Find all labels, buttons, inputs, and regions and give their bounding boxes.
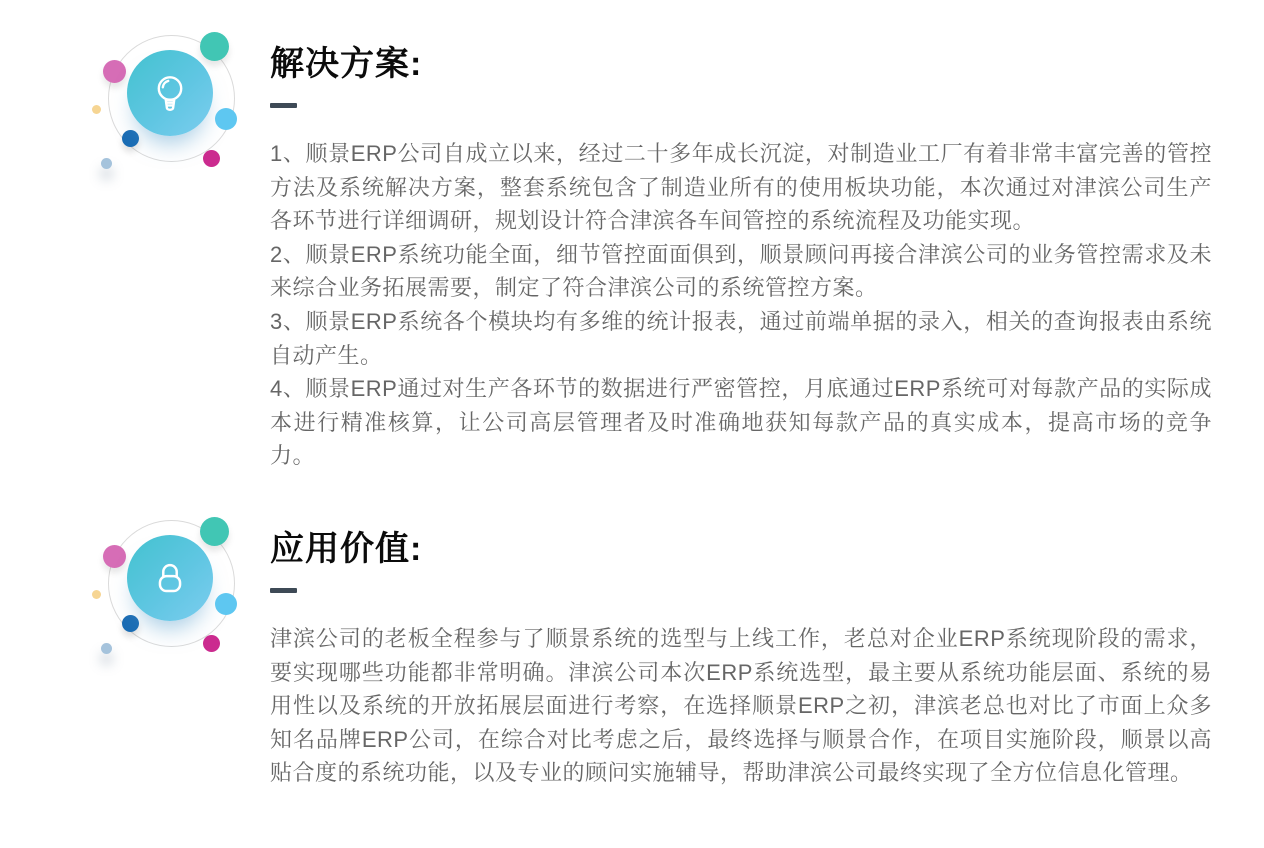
section-title: 解决方案: xyxy=(270,45,423,83)
dot-dark-blue xyxy=(122,615,139,632)
icon-bubble xyxy=(127,50,213,136)
dot-teal xyxy=(200,517,229,546)
dot-light-blue xyxy=(215,108,237,130)
dot-magenta xyxy=(203,635,220,652)
dot-steel-blue xyxy=(101,643,112,654)
paragraph: 1、顺景ERP公司自成立以来，经过二十多年成长沉淀，对制造业工厂有着非常丰富完善的管控方法及系统解决方案，整套系统包含了制造业所有的使用板块功能，本次通过对津滨公司生产各环节进行详细调研，规划设计符合津滨各车间管控的系统流程及功能实现。 xyxy=(270,141,1212,234)
section-body xyxy=(270,137,1212,473)
paragraph: 2、顺景ERP系统功能全面，细节管控面面俱到，顺景顾问再接合津滨公司的业务管控需求及未来综合业务拓展需要，制定了符合津滨公司的系统管控方案。 xyxy=(270,241,1212,301)
dot-dark-blue xyxy=(122,130,139,147)
lightbulb-icon xyxy=(146,69,194,117)
dot-pink xyxy=(103,545,126,568)
dot-steel-blue xyxy=(101,158,112,169)
paragraph: 3、顺景ERP系统各个模块均有多维的统计报表，通过前端单据的录入，相关的查询报表由系统自动产生。 xyxy=(270,308,1212,368)
dot-magenta xyxy=(203,150,220,167)
lightbulb-badge xyxy=(85,20,250,200)
lock-badge xyxy=(85,505,250,685)
dot-yellow xyxy=(92,105,101,114)
icon-bubble xyxy=(127,535,213,621)
paragraph: 4、顺景ERP通过对生产各环节的数据进行严密管控，月底通过ERP系统可对每款产品的实际成本进行精准核算，让公司高层管理者及时准确地获知每款产品的真实成本，提高市场的竞争力。 xyxy=(270,376,1212,469)
dot-yellow xyxy=(92,590,101,599)
title-underline xyxy=(270,103,297,108)
section-title: 应用价值: xyxy=(270,530,423,568)
title-underline xyxy=(270,588,297,593)
dot-pink xyxy=(103,60,126,83)
paragraph: 津滨公司的老板全程参与了顺景系统的选型与上线工作，老总对企业ERP系统现阶段的需求，要实现哪些功能都非常明确。津滨公司本次ERP系统选型，最主要从系统功能层面、系统的易用性以及系统的开放拓展层面进行考察，在选择顺景ERP之初，津滨老总也对比了市面上众多知名品牌ERP公司，在综合对比考虑之后，最终选择与顺景合作，在项目实施阶段，顺景以高贴合度的系统功能，以及专业的顾问实施辅导，帮助津滨公司最终实现了全方位信息化管理。 xyxy=(270,626,1212,786)
dot-light-blue xyxy=(215,593,237,615)
section-body xyxy=(270,622,1212,790)
dot-teal xyxy=(200,32,229,61)
lock-icon xyxy=(147,555,193,601)
